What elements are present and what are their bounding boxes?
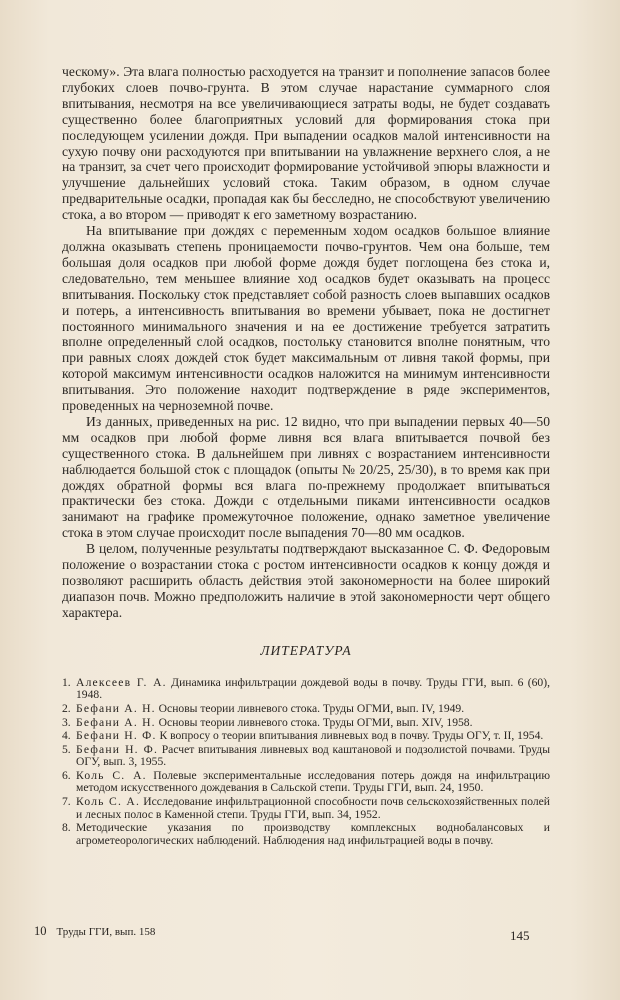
- reference-item: [62, 717, 550, 730]
- reference-item: [62, 796, 550, 821]
- reference-number: 3.: [62, 715, 71, 729]
- reference-text: К вопросу о теории впитывания ливневых вод в почву. Труды ОГУ, т. II, 1954.: [159, 729, 544, 743]
- reference-item: [62, 703, 550, 716]
- body-paragraph: На впитывание при дождях с переменным ходом осадков большое влияние должна оказывать степень проницаемости почво-грунтов. Чем она больше, тем большая доля осадков при любой форме дождя будет поглощена без стока и, следовательно, тем меньшее влияние ход осадков будет оказывать на процесс впитывания. Поскольку сток представляет собой разность слоев выпавших осадков и потерь, а интенсивность впитывания во времени убывает, пока не достигнет постоянного минимального значения и на ее достижение требуется затратить вполне определенный слой осадков, постольку становится вполне понятным, что при равных слоях дождей сток будет максимальным от ливня такой формы, при которой максимум интенсивности осадков наложится на минимум интенсивности впитывания. Это положение находит подтверждение в ряде экспериментов, проведенных на черноземной почве.: [62, 223, 550, 414]
- reference-item: [62, 730, 550, 743]
- reference-text: Основы теории ливневого стока. Труды ОГМИ, вып. IV, 1949.: [158, 701, 465, 715]
- body-paragraph: В целом, полученные результаты подтверждают высказанное С. Ф. Федоровым положение о возрастании стока с ростом интенсивности осадков к концу дождя и позволяют расширить область действия этой закономерности на более широкий диапазон почв. Можно предположить наличие в этой закономерности черт общего характера.: [62, 541, 550, 620]
- reference-number: 2.: [62, 701, 71, 715]
- reference-item: [62, 770, 550, 795]
- reference-number: 5.: [62, 742, 71, 756]
- body-paragraph: ческому». Эта влага полностью расходуется на транзит и пополнение запасов более глубоких слоев почво-грунта. В этом случае нарастание суммарного слоя впитывания, несмотря на все увеличивающиеся затраты воды, не будет создавать существенно более благоприятных условий для формирования стока при последующем усилении дождя. При выпадении осадков малой интенсивности на сухую почву они расходуются при впитывании на увлажнение верхнего слоя, а не на транзит, за счет чего происходит формирование устойчивой эпюры влажности и улучшение дальнейших условий стока. Таким образом, в одном случае предварительные осадки, пропадая как бы бесследно, не способствуют увеличению стока, а во втором — приводят к его заметному возрастанию.: [62, 64, 550, 223]
- reference-number: 1.: [62, 675, 71, 689]
- reference-item: [62, 822, 550, 847]
- reference-text: Динамика инфильтрации дождевой воды в почву. Труды ГГИ, вып. 6 (60), 1948.: [76, 675, 550, 702]
- body-paragraph: Из данных, приведенных на рис. 12 видно, что при выпадении первых 40—50 мм осадков при любой форме ливня вся влага впитывается почвой без существенного стока. В дальнейшем при ливнях с возрастанием интенсивности наблюдается большой сток с площадок (опыты № 20/25, 25/30), в то время как при дождях обратной формы вся влага по-прежнему продолжает впитываться практически без стока. Дожди с отдельными пиками интенсивности осадков занимают на графике промежуточное положение, однако заметное увеличение стока в этом случае происходит после выпадения 70—80 мм осадков.: [62, 413, 550, 541]
- text-column: [62, 64, 550, 848]
- signature-text: Труды ГГИ, вып. 158: [56, 926, 156, 938]
- page-number: 145: [510, 928, 530, 943]
- reference-number: 8.: [62, 821, 71, 835]
- signature-number: 10: [34, 924, 47, 938]
- reference-text: Исследование инфильтрационной способности почв сельскохозяйственных полей и лесных полос в Каменной степи. Труды ГГИ, вып. 34, 1952.: [76, 795, 550, 821]
- references-heading: ЛИТЕРАТУРА: [260, 642, 352, 658]
- reference-text: Методические указания по производству комплексных воднобалансовых и агрометеорологических наблюдений. Наблюдения над инфильтрацией воды в почву.: [76, 821, 550, 847]
- reference-text: Основы теории ливневого стока. Труды ОГМИ, вып. XIV, 1958.: [158, 715, 473, 729]
- reference-item: [62, 744, 550, 769]
- printer-signature: [34, 924, 155, 939]
- reference-number: 4.: [62, 729, 71, 743]
- reference-author: Коль С. А.: [76, 795, 141, 809]
- reference-number: 6.: [62, 768, 71, 782]
- reference-author: Алексеев Г. А.: [76, 675, 167, 689]
- reference-author: Бефани Н. Ф.: [76, 729, 157, 743]
- references-list: [62, 677, 550, 848]
- reference-text: Расчет впитывания ливневых вод каштановой и подзолистой почвами. Труды ОГУ, вып. 3, 1955.: [76, 742, 550, 769]
- reference-author: Бефани Н. Ф.: [76, 742, 159, 756]
- reference-author: Бефани А. Н.: [76, 701, 156, 715]
- reference-item: [62, 677, 550, 702]
- reference-author: Бефани А. Н.: [76, 715, 156, 729]
- reference-number: 7.: [62, 795, 71, 809]
- reference-author: Коль С. А.: [76, 768, 147, 782]
- reference-text: Полевые экспериментальные исследования потерь дождя на инфильтрацию методом искусственного дождевания в Сальской степи. Труды ГГИ, вып. 24, 1950.: [76, 768, 550, 795]
